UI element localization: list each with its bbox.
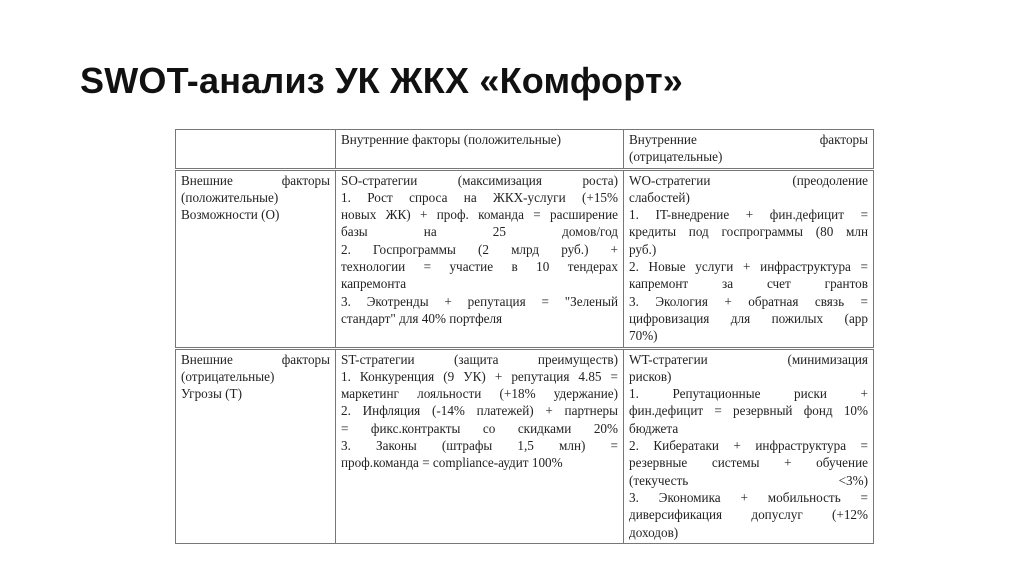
wt-line: рисков) — [629, 368, 672, 384]
wt-line: диверсификация допуслуг (+12% — [629, 507, 868, 523]
wo-line: кредиты под госпрограммы (80 млн — [629, 224, 868, 240]
wt-line: доходов) — [629, 524, 679, 540]
st-line: 3. Законы (штрафы 1,5 млн) = — [341, 438, 618, 454]
wo-line: цифровизация для пожилых (app — [629, 310, 868, 326]
row-opportunities — [176, 169, 874, 348]
so-line: 1. Рост спроса на ЖКХ-услуги (+15% — [341, 189, 618, 205]
label-opportunities-line-2: (положительные) — [181, 189, 279, 205]
so-line: 3. Экотренды + репутация = "Зеленый — [341, 293, 618, 309]
wt-line: фин.дефицит = резервный фонд 10% — [629, 403, 868, 419]
wo-line: руб.) — [629, 241, 657, 257]
header-internal-positive — [336, 130, 624, 170]
swot-table — [175, 129, 874, 544]
wo-strategies-cell — [624, 169, 874, 348]
label-threats-line-1: Внешние факторы — [181, 351, 330, 367]
wt-line: 1. Репутационные риски + — [629, 386, 868, 402]
header-internal-positive-text: Внутренние факторы (положительные) — [341, 132, 561, 147]
slide-title: SWOT-анализ УК ЖКХ «Комфорт» — [80, 60, 684, 101]
wt-strategies-cell — [624, 348, 874, 543]
label-opportunities-line-3: Возможности (О) — [181, 207, 280, 223]
st-line: проф.команда = compliance-аудит 100% — [341, 455, 563, 471]
wt-line: бюджета — [629, 420, 679, 436]
header-internal-negative-line-1: Внутренние факторы — [629, 132, 868, 147]
st-line: 2. Инфляция (-14% платежей) + партнеры — [341, 403, 618, 419]
label-threats — [176, 348, 336, 543]
wt-line: WT-стратегии (минимизация — [629, 351, 868, 367]
header-corner-cell — [176, 130, 336, 170]
wt-line: (текучесть <3%) — [629, 472, 868, 488]
wt-line: резервные системы + обучение — [629, 455, 868, 471]
label-opportunities — [176, 169, 336, 348]
wo-line: слабостей) — [629, 189, 690, 205]
so-line: капремонта — [341, 276, 407, 292]
wo-line: 1. IT-внедрение + фин.дефицит = — [629, 207, 868, 223]
wo-line: WO-стратегии (преодоление — [629, 172, 868, 188]
st-line: маркетинг лояльности (+18% удержание) — [341, 386, 618, 402]
table-header-row — [176, 130, 874, 170]
wo-line: капремонт за счет грантов — [629, 276, 868, 292]
wt-line: 3. Экономика + мобильность = — [629, 489, 868, 505]
so-line: стандарт" для 40% портфеля — [341, 310, 503, 326]
st-line: 1. Конкуренция (9 УК) + репутация 4.85 = — [341, 368, 618, 384]
st-line: ST-стратегии (защита преимуществ) — [341, 351, 618, 367]
wt-line: 2. Кибератаки + инфраструктура = — [629, 438, 868, 454]
so-line: новых ЖК) + проф. команда = расширение — [341, 207, 618, 223]
so-line: 2. Госпрограммы (2 млрд руб.) + — [341, 241, 618, 257]
header-internal-negative-line-2: (отрицательные) — [629, 149, 723, 165]
st-line: = фикс.контракты со скидками 20% — [341, 420, 618, 436]
so-strategies-cell — [336, 169, 624, 348]
header-internal-negative — [624, 130, 874, 170]
st-strategies-cell — [336, 348, 624, 543]
so-line: базы на 25 домов/год — [341, 224, 618, 240]
label-opportunities-line-1: Внешние факторы — [181, 172, 330, 188]
wo-line: 70%) — [629, 328, 658, 344]
label-threats-line-2: (отрицательные) — [181, 368, 275, 384]
so-line: SO-стратегии (максимизация роста) — [341, 172, 618, 188]
wo-line: 2. Новые услуги + инфраструктура = — [629, 259, 868, 275]
label-threats-line-3: Угрозы (Т) — [181, 386, 242, 402]
so-line: технологии = участие в 10 тендерах — [341, 259, 618, 275]
row-threats — [176, 348, 874, 543]
wo-line: 3. Экология + обратная связь = — [629, 293, 868, 309]
